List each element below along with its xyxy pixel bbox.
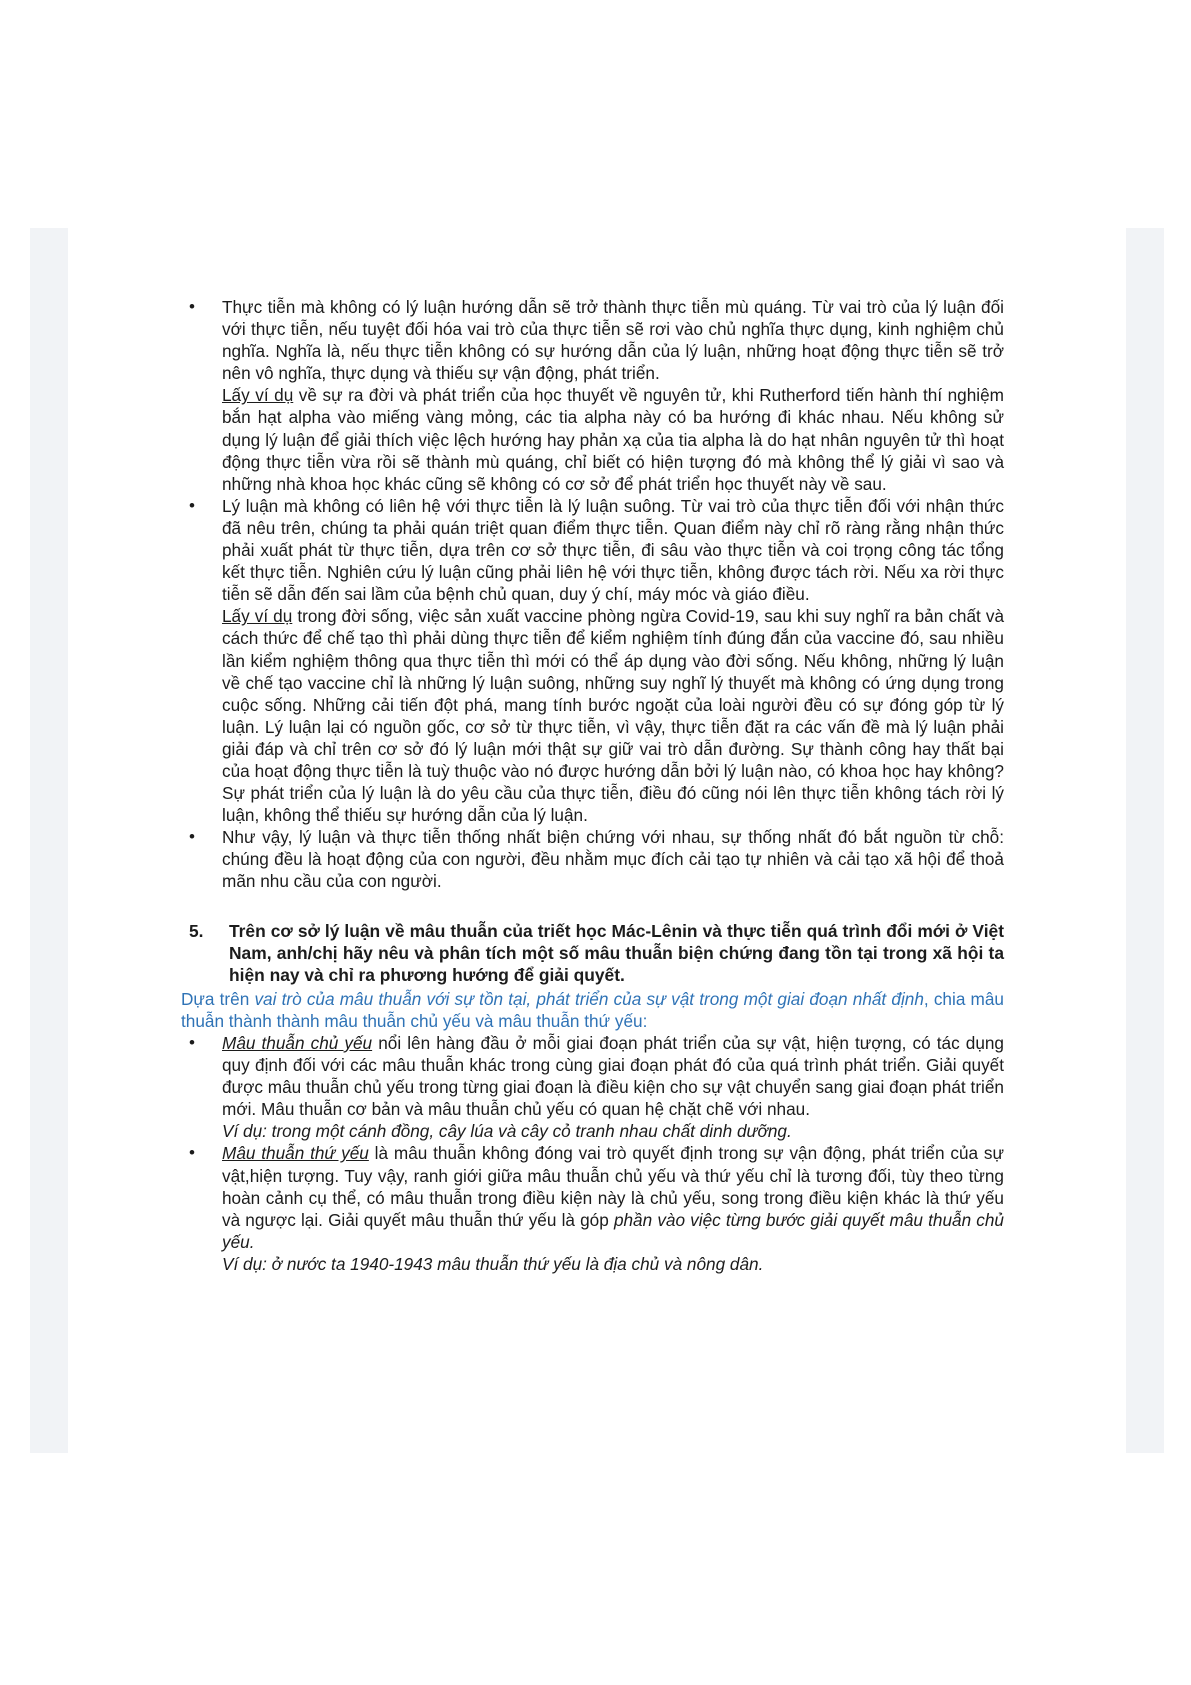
example-label: Lấy ví dụ	[222, 385, 294, 406]
example-text: trong đời sống, việc sản xuất vaccine phòng ngừa Covid-19, sau khi suy nghĩ ra bản chất và cách thức để chế tạo thì phải dùng thực tiễn để kiểm nghiệm tính đúng đắn của vaccine đó, sau nhiều lần kiểm nghiệm thông qua thực tiễn thì mới có thể áp dụng vào đời sống. Nếu không, những lý luận về chế tạo vaccine chỉ là những lý luận suông, những suy nghĩ lý thuyết mà không có ứng dụng trong cuộc sống. Những cải tiến đột phá, mang tính bước ngoặt của loài người đều có sự đóng góp từ lý luận. Lý luận lại có nguồn gốc, cơ sở từ thực tiễn, vì vậy, thực tiễn đặt ra các vấn đề mà lý luận phải giải đáp và chỉ trên cơ sở đó lý luận mới thật sự giữ vai trò dẫn đường. Sự thành công hay thất bại của hoạt động thực tiễn là tuỳ thuộc vào nó được hướng dẫn bởi lý luận nào, có khoa học hay không? Sự phát triển của lý luận là do yêu cầu của thực tiễn, điều đó cũng nói lên thực tiễn không tách rời lý luận, không thể thiếu sự hướng dẫn của lý luận.	[222, 606, 1004, 826]
answer-intro-prefix: Dựa trên	[181, 988, 255, 1009]
term-label: Mâu thuẫn chủ yếu	[222, 1032, 373, 1053]
document-content	[181, 296, 1004, 1275]
list-item	[189, 296, 1004, 495]
paragraph	[222, 1142, 1004, 1252]
paragraph: • Thực tiễn mà không có lý luận hướng dẫn sẽ trở thành thực tiễn mù quáng. Từ vai trò của lý luận đối với thực tiễn, nếu tuyệt đối hóa vai trò của thực tiễn sẽ rơi vào chủ nghĩa thực dụng, kinh nghiệm chủ nghĩa. Nghĩa là, nếu thực tiễn không có sự hướng dẫn của lý luận, những hoạt động thực tiễn sẽ trở nên vô nghĩa, thực dụng và thiếu sự vận động, phát triển.	[222, 297, 1004, 384]
example-paragraph: Ví dụ: trong một cánh đồng, cây lúa và cây cỏ tranh nhau chất dinh dưỡng.	[222, 1121, 792, 1142]
paragraph: • Như vậy, lý luận và thực tiễn thống nhất biện chứng với nhau, sự thống nhất đó bắt nguồn từ chỗ: chúng đều là hoạt động của con người, đều nhằm mục đích cải tạo tự nhiên và cải tạo xã hội để thoả mãn nhu cầu của con người.	[222, 827, 1004, 892]
question-text: Trên cơ sở lý luận về mâu thuẫn của triết học Mác-Lênin và thực tiễn quá trình đổi mới ở Việt Nam, anh/chị hãy nêu và phân tích một số mâu thuẫn biện chứng đang tồn tại trong xã hội ta hiện nay và chỉ ra phương hướng để giải quyết.	[229, 920, 1004, 986]
list-item	[189, 1142, 1004, 1275]
example-label: Lấy ví dụ	[222, 606, 293, 627]
paragraph: • Lý luận mà không có liên hệ với thực tiễn là lý luận suông. Từ vai trò của thực tiễn đối với nhận thức đã nêu trên, chúng ta phải quán triệt quan điểm thực tiễn. Quan điểm này chỉ rõ ràng rằng nhận thức phải xuất phát từ thực tiễn, dựa trên cơ sở thực tiễn, đi sâu vào thực tiễn và coi trọng công tác tổng kết thực tiễn. Nghiên cứu lý luận cũng phải liên hệ với thực tiễn, không được tách rời. Nếu xa rời thực tiễn sẽ dẫn đến sai lầm của bệnh chủ quan, duy ý chí, máy móc và giáo điều.	[222, 495, 1004, 605]
example-paragraph	[222, 605, 1004, 826]
example-paragraph	[222, 384, 1004, 494]
list-item	[189, 1032, 1004, 1142]
answer-intro-suffix: , chia mâu thuẫn thành thành mâu thuẫn chủ yếu và mâu thuẫn thứ yếu:	[181, 988, 1004, 1031]
answer-intro	[181, 988, 1004, 1032]
bullet-list-contradictions	[189, 1032, 1004, 1275]
term-description: nổi lên hàng đầu ở mỗi giai đoạn phát triển của sự vật, hiện tượng, có tác dụng quy định đối với các mâu thuẫn khác trong cùng giai đoạn phát đó của quá trình phát triển. Giải quyết được mâu thuẫn chủ yếu trong từng giai đoạn là điều kiện cho sự vật chuyển sang giai đoạn phát triển mới. Mâu thuẫn cơ bản và mâu thuẫn chủ yếu có quan hệ chặt chẽ với nhau.	[222, 1032, 1004, 1120]
question-heading	[189, 920, 1004, 987]
question-number: 5.	[189, 920, 204, 941]
term-label: Mâu thuẫn thứ yếu	[222, 1143, 369, 1164]
term-description: là mâu thuẫn không đóng vai trò quyết định trong sự vận động, phát triển của sự vật,hiện tượng. Tuy vậy, ranh giới giữa mâu thuẫn chủ yếu và thứ yếu chỉ là tương đối, tùy theo từng hoàn cảnh cụ thể, có mâu thuẫn trong điều kiện này là chủ yếu, song trong điều kiện khác là thứ yếu và ngược lại. Giải quyết mâu thuẫn thứ yếu là góp	[222, 1143, 1004, 1230]
list-item	[189, 826, 1004, 892]
example-paragraph: Ví dụ: ở nước ta 1940-1943 mâu thuẫn thứ yếu là địa chủ và nông dân.	[222, 1253, 764, 1274]
example-text: về sự ra đời và phát triển của học thuyết về nguyên tử, khi Rutherford tiến hành thí nghiệm bắn hạt alpha vào miếng vàng mỏng, các tia alpha này có ba hướng đi khác nhau. Nếu không sử dụng lý luận để giải thích việc lệch hướng hay phản xạ của tia alpha là do hạt nhân nguyên tử thì hoạt động thực tiễn vừa rồi sẽ thành mù quáng, chỉ biết có hiện tượng đó mà không thể lý giải vì sao và những nhà khoa học khác cũng sẽ không có cơ sở để phát triển học thuyết này về sau.	[222, 385, 1004, 494]
list-item	[189, 495, 1004, 826]
bullet-list-theory-practice	[189, 296, 1004, 893]
paragraph	[222, 1032, 1004, 1120]
term-description-italic: phần vào việc từng bước giải quyết mâu thuẫn chủ yếu.	[222, 1209, 1004, 1252]
answer-intro-italic: vai trò của mâu thuẫn với sự tồn tại, phát triển của sự vật trong một giai đoạn nhất định	[254, 988, 924, 1009]
